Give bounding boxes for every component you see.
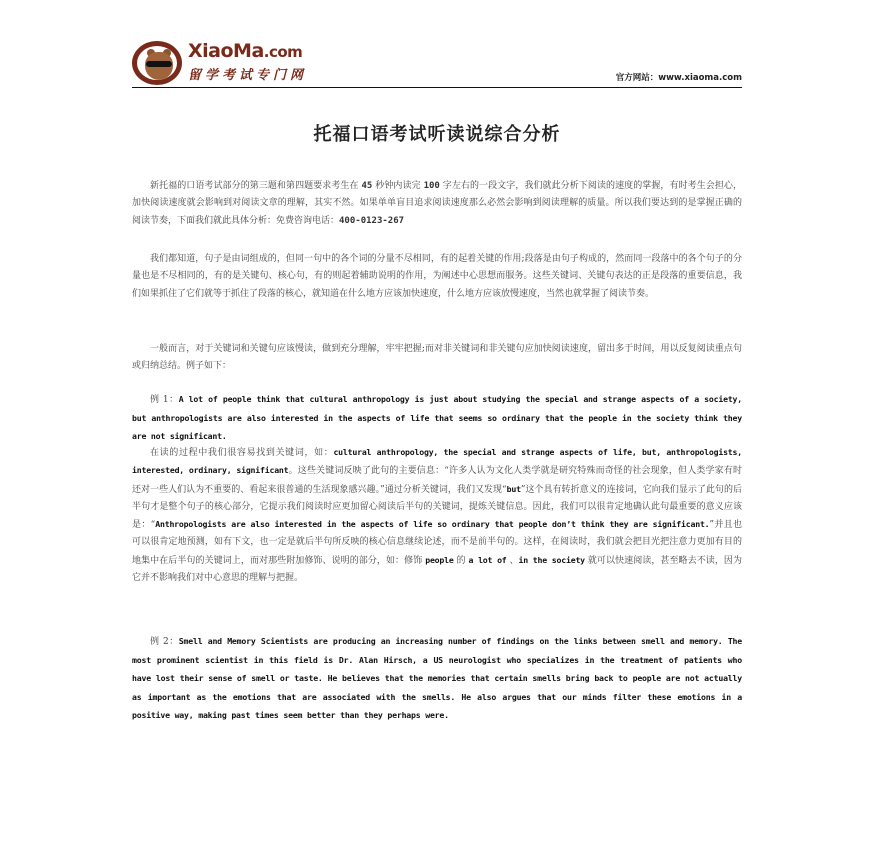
keyword: people <box>425 554 454 565</box>
text: 就可以快速阅读，甚至略去不读，因为它并不影响我们对中心意思的理解与把握。 <box>132 555 742 584</box>
example-1 <box>132 391 742 447</box>
number: 45 <box>361 181 373 191</box>
text: 、 <box>506 555 519 566</box>
keyword: in the society <box>518 554 585 565</box>
brand-logo-text <box>188 40 302 62</box>
number: 100 <box>423 181 440 191</box>
text: ”并且也可以很肯定地预测，如有下文，也一定是就后半句所反映的核心信息继续论述，而不是前半句的。这样，在阅读时，我们就会把目光把注意力更加有目的地集中在后半句的关键词上，而对那些附加修饰、说明的部分，如：修饰 <box>132 520 742 566</box>
header-divider <box>132 87 742 88</box>
keywords: cultural anthropology, the special and strange aspects of life, but, anthropologists, interested, ordinary, significant <box>132 447 742 476</box>
keyword: but <box>506 483 521 494</box>
phone-number: 400-0123-267 <box>339 215 405 226</box>
text: 秒钟内读完 <box>372 181 424 191</box>
text: 在读的过程中我们很容易找到关键词，如： <box>150 448 334 458</box>
site-label: 官方网站： <box>615 73 659 83</box>
text: ”这个具有转折意义的连接词，它向我们显示了此句的后半句才是整个句子的核心部分，它提示我们阅读时应更加留心阅读后半句的关键词，提炼关键信息。因此，我们可以很肯定地确认此句最重要的意义应该是：“ <box>132 484 742 531</box>
text: 字左右的一段文字，我们就此分析下阅读的速度的掌握，有时考生会担心，加快阅读速度就会影响到对阅读文章的理解，其实不然。如果单单盲目追求阅读速度那么必然会影响到阅读理解的质量。所以我们要达到的是掌握正确的阅读节奏，下面我们就此具体分析：免费咨询电话： <box>132 181 742 226</box>
text: 。这些关键词反映了此句的主要信息：“许多人认为文化人类学就是研究特殊而奇怪的社会现象，但人类学家有时还对一些人们认为不重要的、看起来很普通的生活现象感兴趣。”通过分析关键词，我们又发现“ <box>132 466 742 495</box>
example-label: 例 2： <box>150 637 179 647</box>
paragraph-sentence-structure <box>132 251 742 303</box>
logo-mascot-icon <box>132 41 182 85</box>
keyword: a lot of <box>468 554 507 565</box>
key-sentence: Anthropologists are also interested in the aspects of life so ordinary that people don’t think they are significant. <box>155 519 710 530</box>
paragraph-text: 一般而言，对于关键词和关键句应该慢读，做到充分理解，牢牢把握;而对非关键词和非关键句应加快阅读速度，留出多于时间，用以反复阅读重点句或归纳总结。例子如下： <box>132 344 742 372</box>
paragraph-general <box>132 341 742 376</box>
example-label: 例 1： <box>150 395 179 405</box>
brand-slogan: 留学考试专门网 <box>188 68 308 83</box>
brand-name: XiaoMa <box>188 40 264 62</box>
text: 的 <box>453 555 469 566</box>
example-2 <box>132 633 742 726</box>
document-title: 托福口语考试听读说综合分析 <box>313 124 561 145</box>
paragraph-text: 我们都知道，句子是由词组成的，但同一句中的各个词的分量不尽相同，有的起着关键的作用;段落是由句子构成的，然而同一段落中的各个句子的分量也是不尽相同的，有的是关键句、核心句，有的则起着辅助说明的作用，为阐述中心思想而服务。这些关键词、关键句表达的正是段落的重要信息，我们如果抓住了它们就等于抓住了段落的核心，就知道在什么地方应该加快速度，什么地方应该放慢速度，当然也就掌握了阅读节奏。 <box>132 254 742 299</box>
brand-suffix: .com <box>263 43 303 61</box>
page-header <box>132 38 742 88</box>
paragraph-analysis <box>132 444 742 587</box>
paragraph-intro <box>132 178 742 230</box>
text: 新托福的口语考试部分的第三题和第四题要求考生在 <box>150 181 362 191</box>
example-text: Smell and Memory Scientists are producing an increasing number of findings on the links between smell and memory. The most prominent scientist in this field is Dr. Alan Hirsch, a US neurologist who specializes in the treatment of patients who have lost their sense of smell or taste. He believes that the memories that certain smells bring back to people are not actually as important as the emotions that are associated with the smells. He also argues that our minds filter these emotions in a positive way, making past times seem better than they perhaps were. <box>132 636 743 720</box>
site-url[interactable]: www.xiaoma.com <box>658 73 742 83</box>
example-text: A lot of people think that cultural anthropology is just about studying the special and strange aspects of a society, but anthropologists are also interested in the aspects of life that seems so ordinary that the people in the society think they are not significant. <box>132 394 743 441</box>
official-site <box>616 71 742 83</box>
